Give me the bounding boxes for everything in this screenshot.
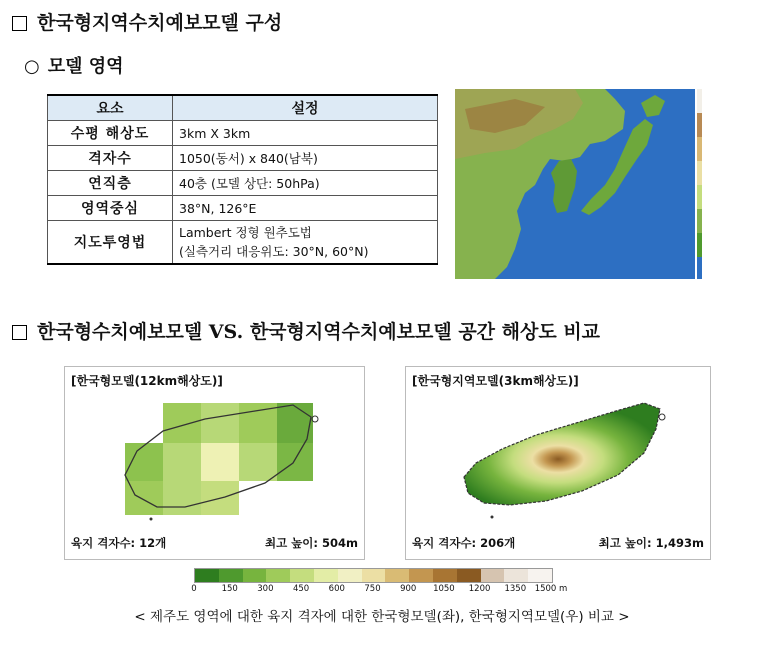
row-value: 40층 (모델 상단: 50hPa)	[173, 171, 438, 196]
panel-3km	[405, 366, 711, 560]
colorbar-swatch	[528, 569, 552, 582]
colorbar-tick-label: 1500 m	[534, 584, 568, 594]
colorbar-tick-label: 0	[191, 584, 197, 594]
panel-3km-max-height: 최고 높이: 1,493m	[598, 536, 704, 550]
model-spec-table	[47, 94, 438, 265]
colorbar-swatch	[457, 569, 481, 582]
colorbar-swatch	[314, 569, 338, 582]
colorbar-swatch	[433, 569, 457, 582]
colorbar-tick-label: 1200	[468, 584, 491, 594]
jeju-terrain	[464, 403, 660, 505]
colorbar-swatch	[338, 569, 362, 582]
islet-dot	[150, 518, 153, 521]
colorbar-tick-labels	[191, 584, 568, 596]
colorbar-tick-label: 750	[364, 584, 381, 594]
row-key: 수평 해상도	[48, 121, 173, 146]
panel-3km-title: [한국형지역모델(3km해상도)]	[412, 374, 579, 388]
colorbar-swatch	[385, 569, 409, 582]
colorbar-tick-label: 150	[221, 584, 238, 594]
colorbar-swatch	[243, 569, 267, 582]
row-key: 영역중심	[48, 196, 173, 221]
table-row	[48, 146, 438, 171]
figure-caption: < 제주도 영역에 대한 육지 격자에 대한 한국형모델(좌), 한국형지역모델(우) 비교 >	[134, 609, 630, 625]
table-row	[48, 171, 438, 196]
row-key: 연직층	[48, 171, 173, 196]
panel-12km-land-cells: 육지 격자수: 12개	[71, 536, 167, 550]
height-colorbar	[194, 568, 553, 583]
panel-12km-title: [한국형모델(12km해상도)]	[71, 374, 223, 388]
colorbar-swatch	[219, 569, 243, 582]
row-value: 38°N, 126°E	[173, 196, 438, 221]
colorbar-tick-label: 900	[400, 584, 417, 594]
table-header-row	[48, 95, 438, 121]
islet-dot	[491, 516, 494, 519]
header-setting: 설정	[173, 95, 438, 121]
colorbar-swatch	[362, 569, 386, 582]
colorbar-swatch	[195, 569, 219, 582]
table-row	[48, 196, 438, 221]
row-value: 3km X 3km	[173, 121, 438, 146]
panel-12km	[64, 366, 365, 560]
colorbar-swatch	[290, 569, 314, 582]
colorbar-tick-label: 300	[257, 584, 274, 594]
circle-bullet-icon: ○	[24, 56, 40, 77]
checkbox-square-icon	[12, 16, 27, 31]
section1-heading	[12, 8, 282, 35]
colorbar-tick-label: 450	[292, 584, 310, 594]
section2-title: 한국형수치예보모델 VS. 한국형지역수치예보모델 공간 해상도 비교	[37, 321, 601, 343]
panel-12km-max-height: 최고 높이: 504m	[264, 536, 358, 550]
colorbar-tick-label: 1050	[433, 584, 455, 594]
subsection-heading	[24, 52, 124, 78]
jeju-12km-grid	[65, 367, 364, 559]
colorbar-swatch	[266, 569, 290, 582]
model-domain-map	[455, 89, 713, 279]
colorbar-swatch	[409, 569, 433, 582]
row-key: 지도투영법	[48, 221, 173, 265]
colorbar-swatch	[504, 569, 528, 582]
colorbar-tick-label: 1350	[504, 584, 527, 594]
row-value-line1: Lambert 정형 원추도법	[179, 225, 312, 240]
vertical-colorbar	[697, 89, 702, 279]
row-value	[173, 221, 438, 265]
checkbox-square-icon	[12, 325, 27, 340]
section1-title: 한국형지역수치예보모델 구성	[37, 12, 283, 34]
row-key: 격자수	[48, 146, 173, 171]
jeju-3km-grid	[406, 367, 710, 559]
colorbar-tick-label: 600	[328, 584, 345, 594]
section2-heading	[12, 317, 600, 344]
table-row	[48, 221, 438, 265]
colorbar-swatch	[481, 569, 505, 582]
subsection-title: 모델 영역	[47, 56, 124, 77]
row-value: 1050(동서) x 840(남북)	[173, 146, 438, 171]
header-element: 요소	[48, 95, 173, 121]
udo-island	[659, 414, 665, 420]
panel-3km-land-cells: 육지 격자수: 206개	[412, 536, 516, 550]
table-row	[48, 121, 438, 146]
row-value-line2: (실측거리 대응위도: 30°N, 60°N)	[179, 244, 369, 259]
